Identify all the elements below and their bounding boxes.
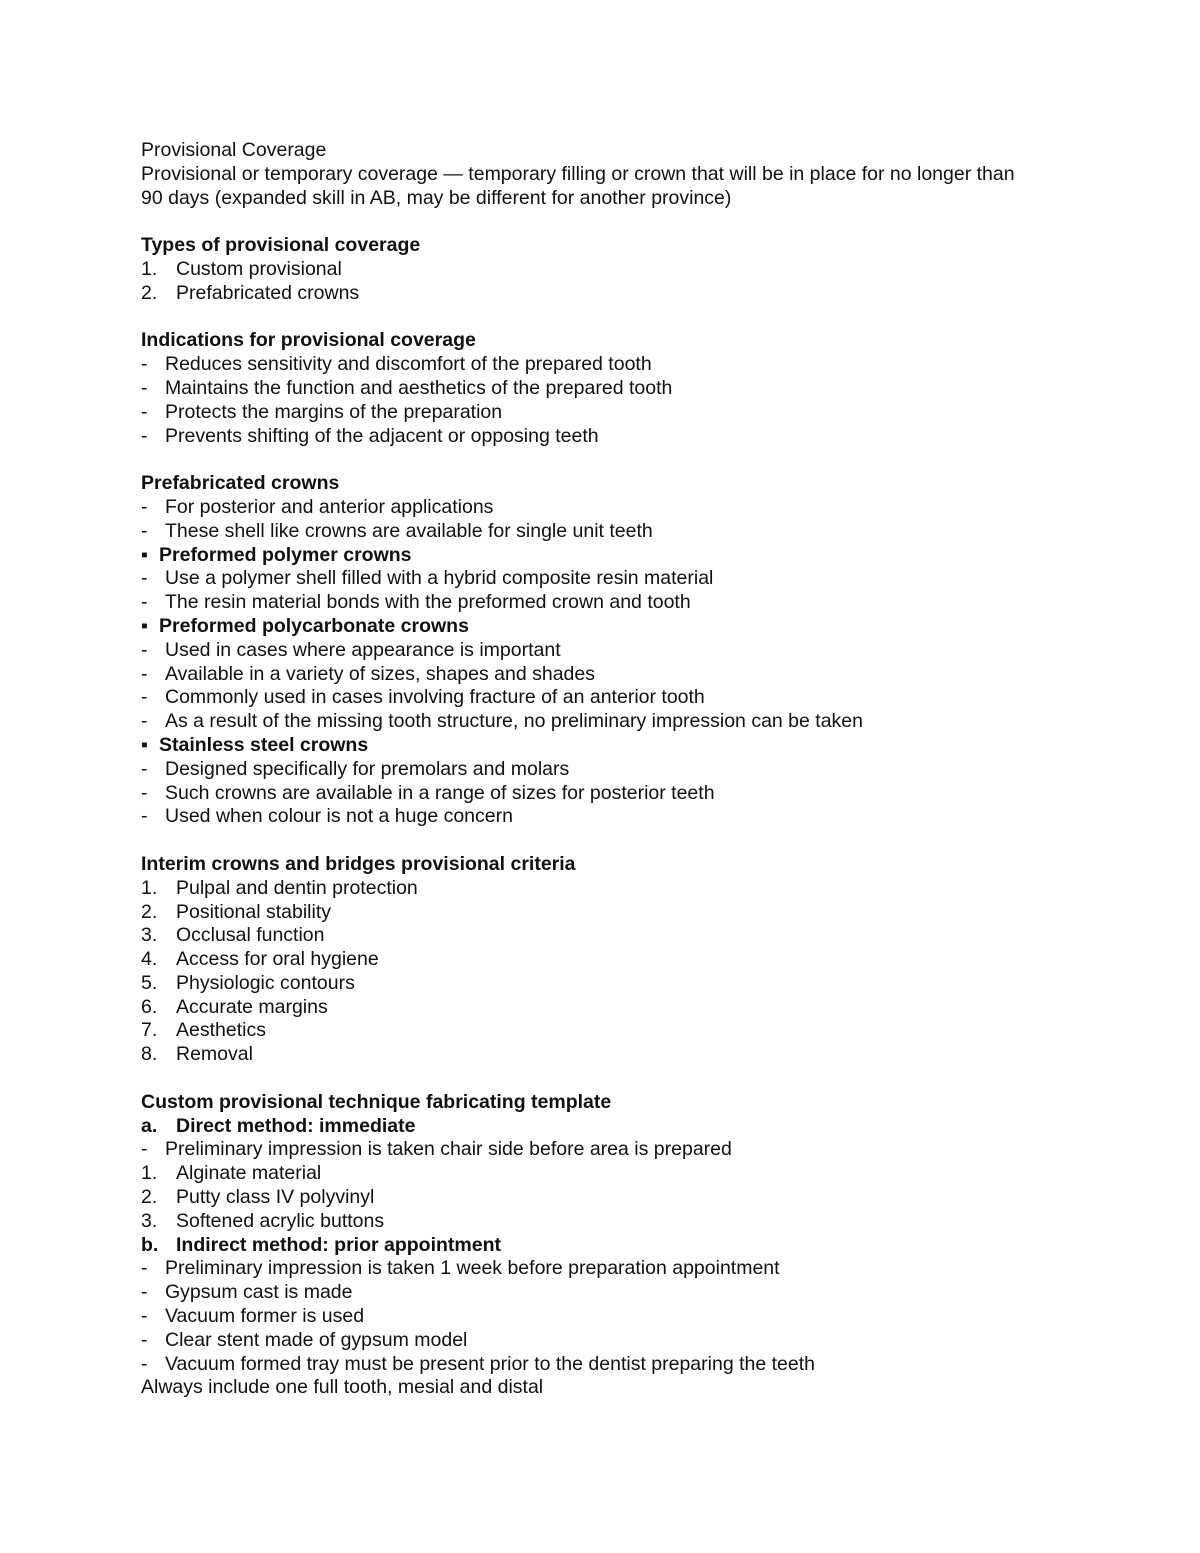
page-title: Provisional Coverage	[141, 139, 327, 161]
list-item-text: Pulpal and dentin protection	[176, 876, 418, 899]
list-item-text: Aesthetics	[176, 1019, 266, 1042]
list-item-text: Vacuum formed tray must be present prior to the dentist preparing the teeth	[165, 1352, 815, 1375]
list-item	[141, 1043, 1041, 1067]
list-item	[141, 639, 1041, 663]
list-item	[141, 567, 1041, 591]
dash-marker: -	[141, 1138, 148, 1161]
section-heading-criteria: Interim crowns and bridges provisional criteria	[141, 852, 576, 875]
list-number: 1.	[141, 1162, 158, 1185]
spacer	[141, 829, 1041, 853]
subheading-indirect-method	[141, 1234, 1041, 1258]
dash-marker: -	[141, 424, 148, 447]
list-item-text: Commonly used in cases involving fracture of an anterior tooth	[165, 686, 705, 709]
list-item	[141, 710, 1041, 734]
subheading-text: Preformed polymer crowns	[159, 543, 412, 566]
dash-marker: -	[141, 1257, 148, 1280]
list-item	[141, 591, 1041, 615]
spacer	[141, 448, 1041, 472]
section-heading-types: Types of provisional coverage	[141, 234, 421, 257]
list-item-text: Custom provisional	[176, 257, 342, 280]
list-item	[141, 1138, 1041, 1162]
list-item	[141, 1019, 1041, 1043]
list-item-text: Protects the margins of the preparation	[165, 400, 503, 423]
list-item-text: Accurate margins	[176, 995, 328, 1018]
dash-marker: -	[141, 567, 148, 590]
list-item-text: Preliminary impression is taken chair side before area is prepared	[165, 1138, 732, 1161]
list-item	[141, 1353, 1041, 1377]
list-item-text: Physiologic contours	[176, 971, 355, 994]
spacer	[141, 210, 1041, 234]
dash-marker: -	[141, 400, 148, 423]
list-item-text: Such crowns are available in a range of sizes for posterior teeth	[165, 781, 715, 804]
dash-marker: -	[141, 1281, 148, 1304]
dash-marker: -	[141, 662, 148, 685]
list-item-text: Preliminary impression is taken 1 week before preparation appointment	[165, 1257, 780, 1280]
list-item	[141, 686, 1041, 710]
list-item	[141, 401, 1041, 425]
list-number: 3.	[141, 1209, 158, 1232]
list-item	[141, 924, 1041, 948]
list-number: 5.	[141, 971, 158, 994]
subheading-text: Indirect method: prior appointment	[176, 1233, 501, 1256]
list-item	[141, 877, 1041, 901]
list-number: 8.	[141, 1043, 158, 1066]
list-item	[141, 758, 1041, 782]
list-item	[141, 805, 1041, 829]
bullet-marker: ▪	[141, 543, 148, 566]
list-item	[141, 520, 1041, 544]
list-item	[141, 496, 1041, 520]
list-item-text: Prefabricated crowns	[176, 281, 360, 304]
list-item	[141, 1305, 1041, 1329]
list-item-text: For posterior and anterior applications	[165, 495, 494, 518]
list-item-text: Reduces sensitivity and discomfort of the prepared tooth	[165, 353, 652, 376]
list-item-text: Alginate material	[176, 1162, 322, 1185]
list-item-text: Putty class IV polyvinyl	[176, 1186, 375, 1209]
list-item-text: Softened acrylic buttons	[176, 1209, 385, 1232]
dash-marker: -	[141, 1305, 148, 1328]
list-item-text: These shell like crowns are available for single unit teeth	[165, 519, 653, 542]
list-number: 1.	[141, 257, 158, 280]
list-item	[141, 258, 1041, 282]
list-item-text: Access for oral hygiene	[176, 948, 379, 971]
dash-marker: -	[141, 710, 148, 733]
dash-marker: -	[141, 805, 148, 828]
subheading-text: Preformed polycarbonate crowns	[159, 614, 469, 637]
list-item-text: Used in cases where appearance is important	[165, 638, 561, 661]
intro-paragraph: Provisional or temporary coverage — temporary filling or crown that will be in place for no longer than 90 days (expanded skill in AB, may be different for another province)	[141, 162, 1015, 209]
list-item	[141, 282, 1041, 306]
list-item-text: Used when colour is not a huge concern	[165, 805, 513, 828]
dash-marker: -	[141, 1328, 148, 1351]
list-item	[141, 1162, 1041, 1186]
list-number: 7.	[141, 1019, 158, 1042]
list-item-text: Vacuum former is used	[165, 1305, 365, 1328]
list-item	[141, 996, 1041, 1020]
dash-marker: -	[141, 757, 148, 780]
list-item-text: Prevents shifting of the adjacent or opposing teeth	[165, 424, 599, 447]
subheading-direct-method	[141, 1115, 1041, 1139]
list-item-text: Available in a variety of sizes, shapes and shades	[165, 662, 595, 685]
list-letter: b.	[141, 1233, 159, 1256]
list-item	[141, 1257, 1041, 1281]
dash-marker: -	[141, 353, 148, 376]
list-item	[141, 1186, 1041, 1210]
list-item	[141, 377, 1041, 401]
dash-marker: -	[141, 591, 148, 614]
dash-marker: -	[141, 1352, 148, 1375]
dash-marker: -	[141, 638, 148, 661]
list-item-text: As a result of the missing tooth structure, no preliminary impression can be taken	[165, 710, 863, 733]
spacer	[141, 1067, 1041, 1091]
subheading-stainless-steel	[141, 734, 1041, 758]
list-number: 4.	[141, 948, 158, 971]
document-body	[141, 139, 1041, 1400]
list-number: 1.	[141, 876, 158, 899]
list-item	[141, 663, 1041, 687]
list-item	[141, 353, 1041, 377]
list-item-text: Gypsum cast is made	[165, 1281, 353, 1304]
list-item	[141, 425, 1041, 449]
list-item	[141, 901, 1041, 925]
list-item-text: Removal	[176, 1043, 253, 1066]
list-item	[141, 1281, 1041, 1305]
subheading-text: Stainless steel crowns	[159, 733, 369, 756]
section-heading-custom-technique: Custom provisional technique fabricating template	[141, 1090, 612, 1113]
list-item-text: Maintains the function and aesthetics of the prepared tooth	[165, 376, 673, 399]
list-item	[141, 1210, 1041, 1234]
bullet-marker: ▪	[141, 614, 148, 637]
list-item-text: Occlusal function	[176, 924, 325, 947]
subheading-polycarbonate	[141, 615, 1041, 639]
spacer	[141, 306, 1041, 330]
list-item	[141, 972, 1041, 996]
list-item-text: Positional stability	[176, 900, 331, 923]
bullet-marker: ▪	[141, 733, 148, 756]
list-item	[141, 782, 1041, 806]
list-number: 2.	[141, 900, 158, 923]
list-item	[141, 1329, 1041, 1353]
subheading-text: Direct method: immediate	[176, 1114, 416, 1137]
list-item-text: Clear stent made of gypsum model	[165, 1328, 468, 1351]
list-number: 2.	[141, 281, 158, 304]
dash-marker: -	[141, 781, 148, 804]
closing-note: Always include one full tooth, mesial and distal	[141, 1376, 544, 1399]
dash-marker: -	[141, 495, 148, 518]
list-letter: a.	[141, 1114, 158, 1137]
list-number: 2.	[141, 1186, 158, 1209]
dash-marker: -	[141, 519, 148, 542]
list-item	[141, 948, 1041, 972]
list-item-text: The resin material bonds with the preformed crown and tooth	[165, 591, 691, 614]
subheading-polymer	[141, 544, 1041, 568]
section-heading-prefabricated: Prefabricated crowns	[141, 472, 340, 495]
dash-marker: -	[141, 376, 148, 399]
list-number: 3.	[141, 924, 158, 947]
section-heading-indications: Indications for provisional coverage	[141, 329, 476, 352]
list-item-text: Designed specifically for premolars and molars	[165, 757, 570, 780]
list-number: 6.	[141, 995, 158, 1018]
list-item-text: Use a polymer shell filled with a hybrid composite resin material	[165, 567, 714, 590]
dash-marker: -	[141, 686, 148, 709]
